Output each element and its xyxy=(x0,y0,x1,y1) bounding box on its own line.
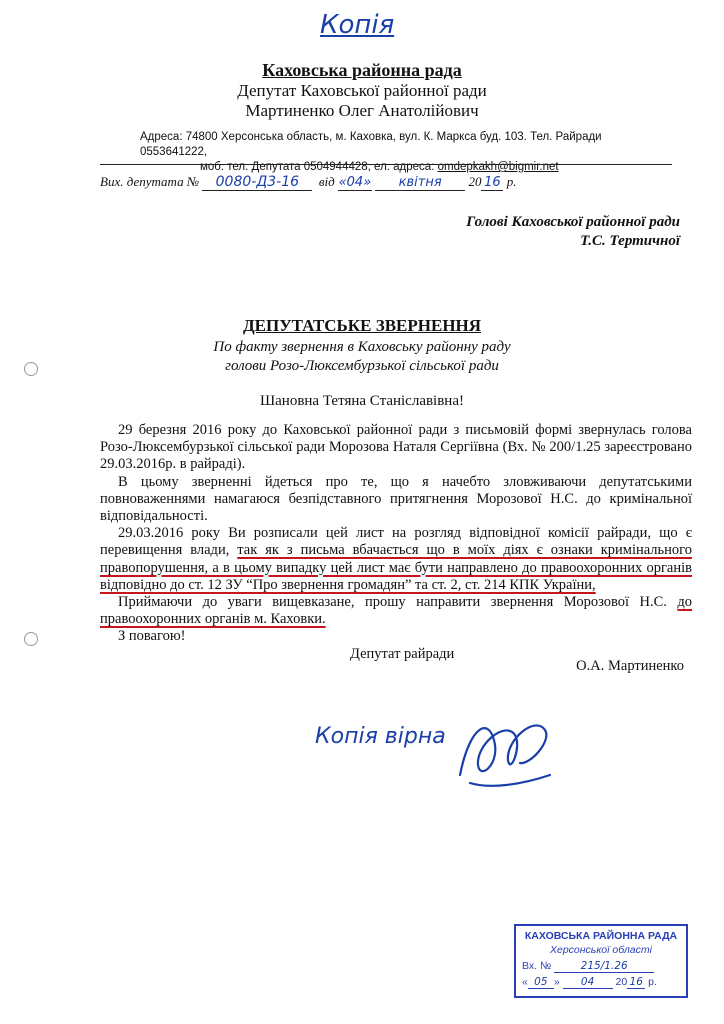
email-link[interactable]: omdepkakh@bigmir.net xyxy=(437,161,559,173)
paragraph-3-underlined: так як з письма вбачається що в моїх діях є ознаки кримінального правопорушення, а в цьому випадку цей лист має бути направлено до правоохоронних органів відповідно до ст. 12 ЗУ “Про звернення громадян” та ст. 2, ст. 214 КПК України, xyxy=(100,542,693,593)
document-title: ДЕПУТАТСЬКЕ ЗВЕРНЕННЯ xyxy=(242,316,482,335)
recipient-block xyxy=(466,213,680,251)
subject-line-2: голови Розо-Люксембурзької сільської ради xyxy=(225,358,499,374)
outgoing-month: квітня xyxy=(375,175,465,191)
stamp-date-day: 05 xyxy=(528,976,554,989)
outgoing-year-suffix: 16 xyxy=(481,175,503,191)
punch-hole-bottom xyxy=(24,632,38,646)
paragraph-4 xyxy=(100,594,692,628)
outgoing-number-line xyxy=(100,174,516,191)
outgoing-year-prefix: 20 xyxy=(468,174,482,189)
deputy-name: Мартиненко Олег Анатолійович xyxy=(245,101,479,120)
stamp-line-1: КАХОВСЬКА РАЙОННА РАДА xyxy=(524,930,678,942)
stamp-in-number: 215/1.26 xyxy=(554,960,654,973)
deputy-role: Депутат Каховської районної ради xyxy=(237,81,487,100)
header-rule xyxy=(100,164,672,165)
paragraph-3-text: 29.03.2016 року Ви розписали цей лист на розгляд відповідної комісії райради, що є перевищення влади, xyxy=(100,525,692,559)
paragraph-3 xyxy=(100,525,692,594)
subject-block xyxy=(0,338,724,376)
stamp-in-row xyxy=(522,960,680,973)
copy-mark: Копія xyxy=(320,10,395,40)
address-line-2: моб. тел. Депутата 0504944428, ел. адреса: xyxy=(200,161,435,173)
punch-hole-top xyxy=(24,362,38,376)
registration-stamp xyxy=(514,924,688,998)
recipient-line-1: Голові Каховської районної ради xyxy=(466,214,680,230)
closing: З повагою! xyxy=(118,628,186,645)
address-line-1: Адреса: 74800 Херсонська область, м. Каховка, вул. К. Маркса буд. 103. Тел. Райради 0553641222, xyxy=(140,131,602,158)
stamp-in-label: Вх. № xyxy=(522,960,552,972)
stamp-line-2: Херсонської області xyxy=(550,944,652,956)
outgoing-label: Вих. депутата № xyxy=(100,174,200,189)
stamp-year-suffix: 16 xyxy=(627,976,645,989)
address-block xyxy=(140,130,660,175)
stamp-date-row: « 05 » 04 20 16 р. xyxy=(522,976,657,988)
outgoing-year-end: р. xyxy=(506,174,517,189)
outgoing-day: «04» xyxy=(338,175,372,190)
paragraph-4-underlined: до правоохоронних органів м. Каховки. xyxy=(100,594,692,628)
stamp-date-month: 04 xyxy=(563,976,613,989)
signature-name: О.А. Мартиненко xyxy=(576,658,684,674)
paragraph-1: 29 березня 2016 року до Каховської районної ради з письмовій формі звернулась голова Розо-Люксембурзької сільської ради Морозова Наталя Сергіївна (Вх. № 200/1.25 зареєстровано 29.03.2016р. в райраді). xyxy=(100,422,692,473)
org-title: Каховська районна рада xyxy=(262,60,462,80)
letter-body xyxy=(100,422,692,646)
outgoing-number: 0080-Д3-16 xyxy=(202,174,312,191)
subject-line-1: По факту звернення в Каховську районну раду xyxy=(213,339,511,355)
signature-scribble xyxy=(450,705,560,795)
stamp-date-end: р. xyxy=(648,976,657,988)
stamp-year-prefix: 20 xyxy=(615,976,628,988)
recipient-line-2: Т.С. Тертичної xyxy=(580,233,680,249)
outgoing-from-label: від xyxy=(318,174,335,189)
paragraph-4-text: Приймаючи до уваги вищевказане, прошу направити звернення Морозової Н.С. xyxy=(118,594,667,611)
signature-title: Депутат райради xyxy=(350,646,455,662)
handwritten-copy-note: Копія вірна xyxy=(315,724,446,749)
greeting: Шановна Тетяна Станіславівна! xyxy=(260,393,464,409)
paragraph-2: В цьому зверненні йдеться про те, що я начебто зловживаючи депутатськими повноваженнями намагаюся безпідставного притягнення Морозової Н.С. до кримінальної відповідальності. xyxy=(100,473,692,525)
